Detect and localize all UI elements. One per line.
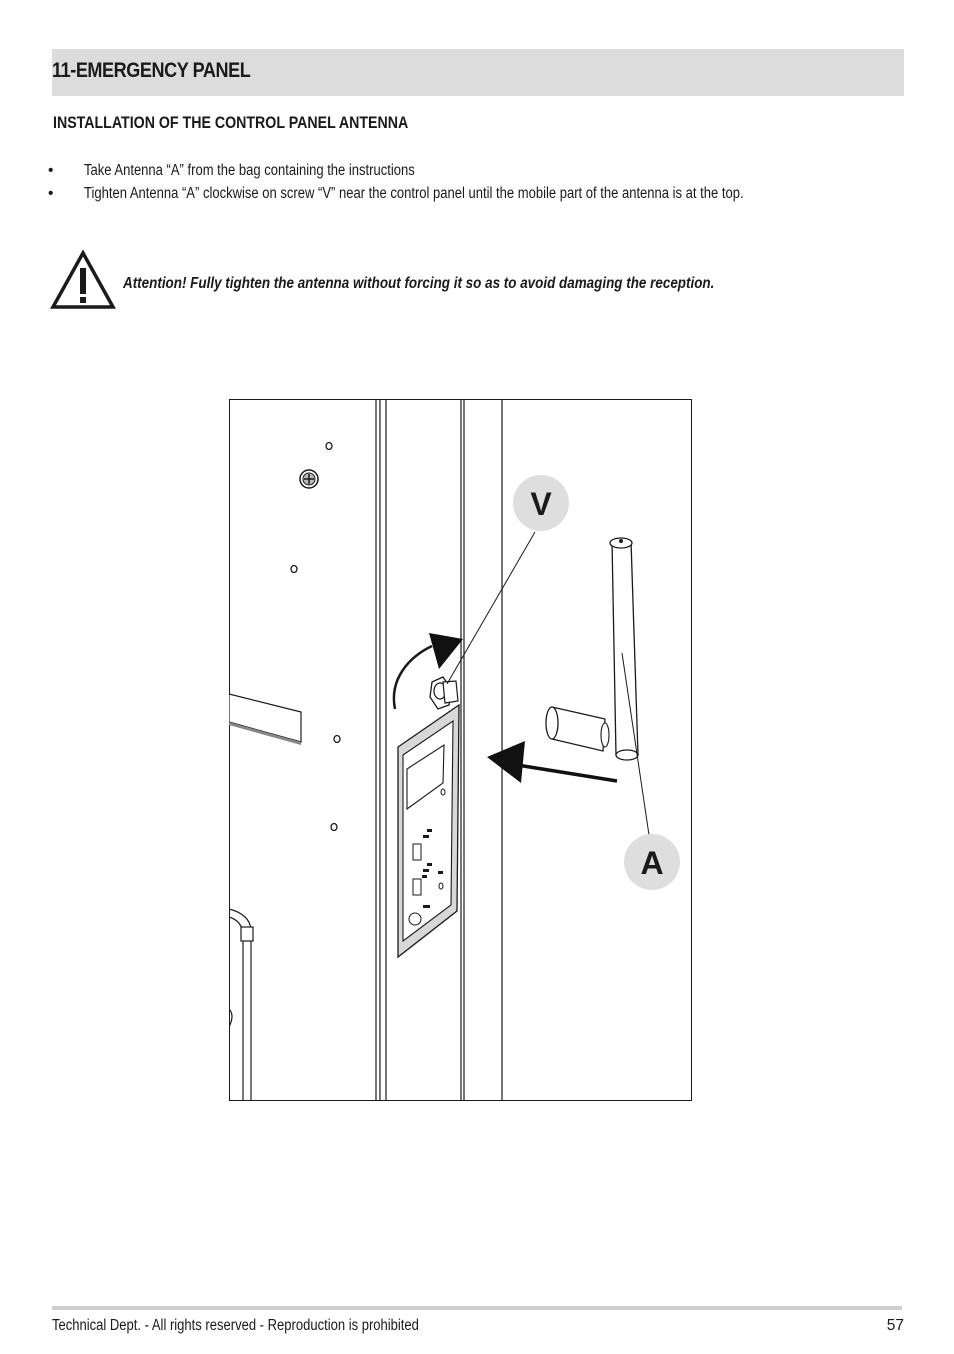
page-number: 57 [886,1317,904,1334]
warning-text: Attention! Fully tighten the antenna without forcing it so as to avoid damaging the reception. [123,275,715,292]
instruction-text: Take Antenna “A” from the bag containing the instructions [84,162,415,179]
screw-icon [300,470,318,488]
callout-label-v: V [530,486,552,522]
warning-triangle-icon [50,250,116,310]
bullet-marker: • [48,162,54,179]
footer-text: Technical Dept. - All rights reserved - Reproduction is prohibited [52,1317,419,1334]
footer-divider [52,1306,902,1310]
bullet-marker: • [48,185,54,202]
section-title: 11-EMERGENCY PANEL [52,59,251,82]
instruction-text: Tighten Antenna “A” clockwise on screw “V” near the control panel until the mobile part of the antenna is at the top. [84,185,744,202]
section-header-bar [52,49,904,96]
callout-label-a: A [640,845,664,881]
antenna-installation-figure [229,399,692,1101]
subheading: INSTALLATION OF THE CONTROL PANEL ANTENNA [53,114,409,132]
